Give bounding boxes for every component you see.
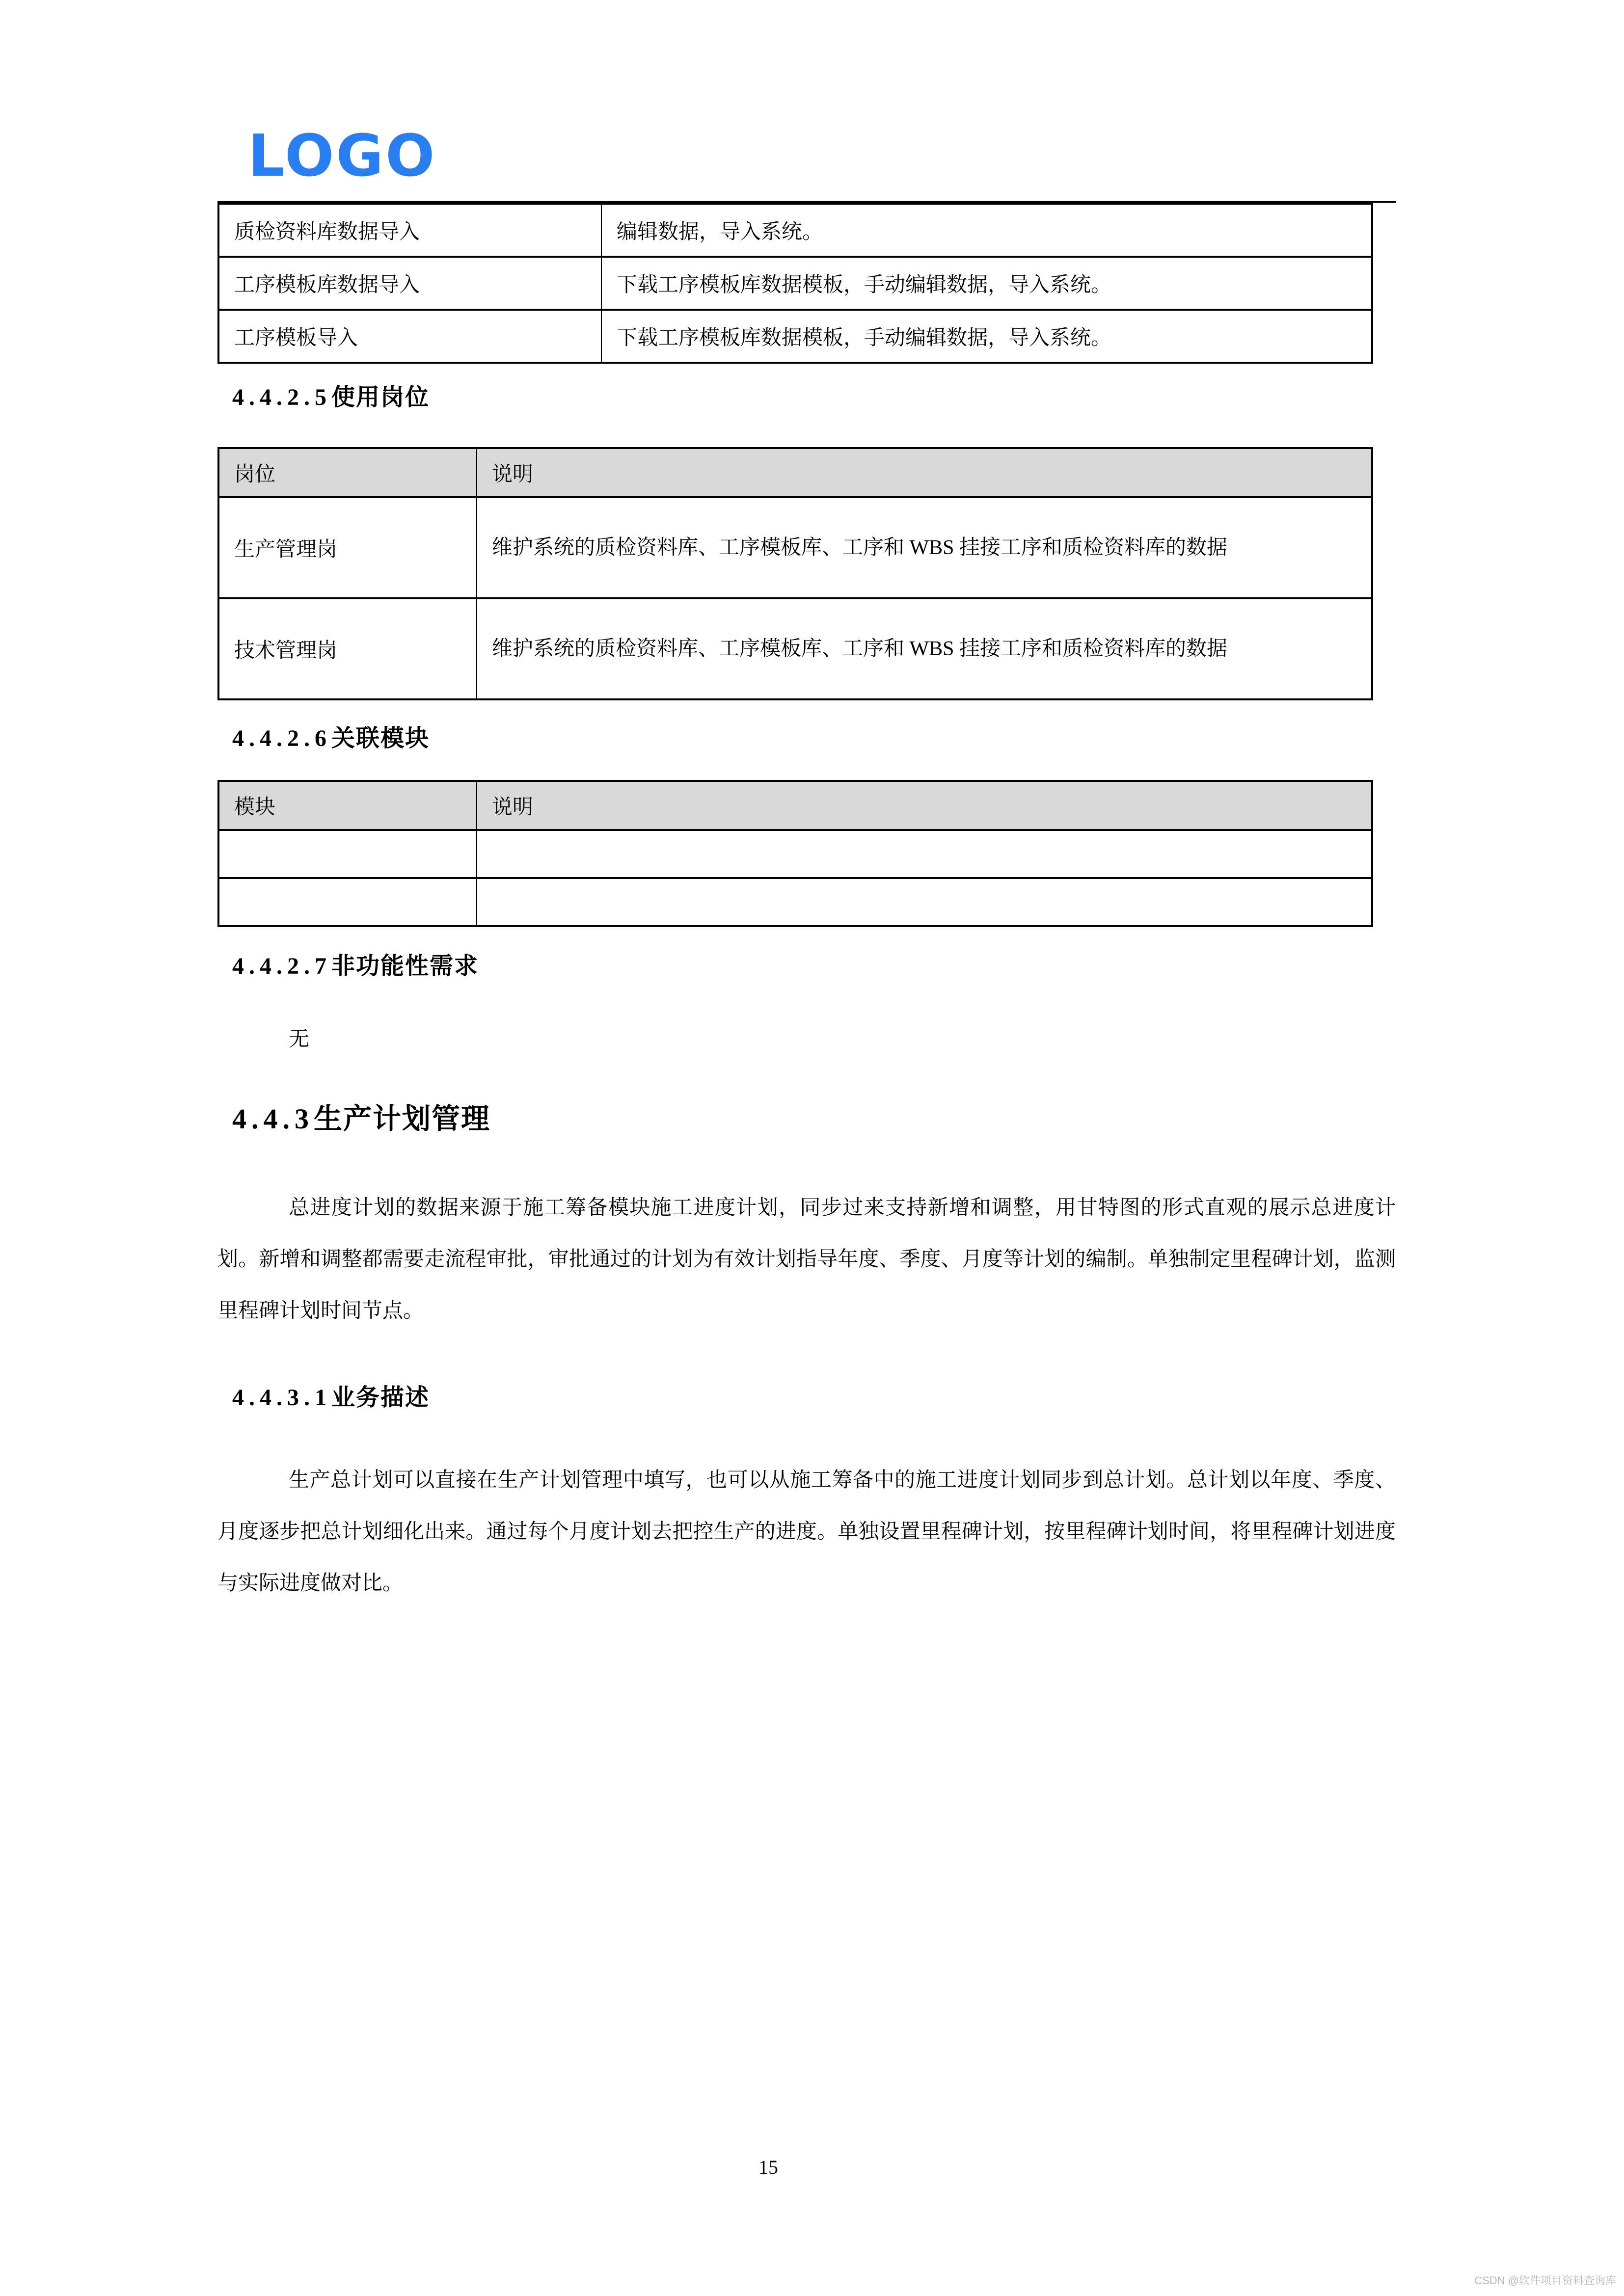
document-content: [217, 203, 1396, 1609]
table-cell: 维护系统的质检资料库、工序模板库、工序和 WBS 挂接工序和质检资料库的数据: [477, 598, 1372, 699]
table-cell: 工序模板导入: [218, 310, 601, 363]
table-cell: [477, 830, 1372, 878]
column-header: 说明: [477, 448, 1372, 497]
data-import-table: [217, 203, 1373, 364]
section-heading-4-4-3: [217, 1101, 1396, 1137]
table-cell: 下载工序模板库数据模板，手动编辑数据，导入系统。: [601, 257, 1372, 310]
section-heading-4-4-3-1: [217, 1383, 1396, 1413]
table-row: [218, 497, 1372, 598]
table-cell: 质检资料库数据导入: [218, 204, 601, 257]
heading-title: 非功能性需求: [331, 953, 479, 979]
table-row: [218, 204, 1372, 257]
table-header-row: [218, 448, 1372, 497]
watermark-text: CSDN @软件项目资料查询库: [1474, 2274, 1616, 2287]
roles-table: [217, 447, 1373, 700]
table-header-row: [218, 781, 1372, 830]
table-cell: 编辑数据，导入系统。: [601, 204, 1372, 257]
table-cell: 生产管理岗: [218, 497, 477, 598]
table-cell: [477, 878, 1372, 926]
modules-table: [217, 780, 1373, 927]
heading-number: 4.4.2.5: [232, 384, 331, 410]
table-cell: 维护系统的质检资料库、工序模板库、工序和 WBS 挂接工序和质检资料库的数据: [477, 497, 1372, 598]
paragraph-none: 无: [289, 1028, 310, 1051]
paragraph-overview: 总进度计划的数据来源于施工筹备模块施工进度计划，同步过来支持新增和调整，用甘特图的形式直观的展示总进度计划。新增和调整都需要走流程审批，审批通过的计划为有效计划指导年度、季度、月度等计划的编制。单独制定里程碑计划，监测里程碑计划时间节点。: [217, 1197, 1396, 1322]
heading-title: 使用岗位: [331, 384, 430, 410]
heading-number: 4.4.2.6: [232, 725, 331, 751]
heading-title: 生产计划管理: [314, 1103, 491, 1135]
section-heading-4-4-2-5: [217, 383, 1396, 412]
section-heading-4-4-2-6: [217, 724, 1396, 753]
company-logo: LOGO: [248, 122, 437, 189]
table-row: [218, 830, 1372, 878]
table-row: [218, 878, 1372, 926]
column-header: 岗位: [218, 448, 477, 497]
table-cell: [218, 878, 477, 926]
heading-number: 4.4.3.1: [232, 1385, 331, 1411]
page-number: 15: [758, 2156, 778, 2178]
paragraph-business-description: 生产总计划可以直接在生产计划管理中填写，也可以从施工筹备中的施工进度计划同步到总计划。总计划以年度、季度、月度逐步把总计划细化出来。通过每个月度计划去把控生产的进度。单独设置里程碑计划，按里程碑计划时间，将里程碑计划进度与实际进度做对比。: [217, 1469, 1396, 1595]
table-cell: 技术管理岗: [218, 598, 477, 699]
table-cell: 工序模板库数据导入: [218, 257, 601, 310]
heading-title: 关联模块: [331, 725, 430, 751]
section-heading-4-4-2-7: [217, 952, 1396, 981]
table-row: [218, 310, 1372, 363]
heading-number: 4.4.2.7: [232, 953, 331, 979]
column-header: 模块: [218, 781, 477, 830]
table-cell: [218, 830, 477, 878]
column-header: 说明: [477, 781, 1372, 830]
heading-number: 4.4.3: [232, 1103, 314, 1135]
table-cell: 下载工序模板库数据模板，手动编辑数据，导入系统。: [601, 310, 1372, 363]
table-row: [218, 598, 1372, 699]
table-row: [218, 257, 1372, 310]
heading-title: 业务描述: [331, 1385, 430, 1411]
